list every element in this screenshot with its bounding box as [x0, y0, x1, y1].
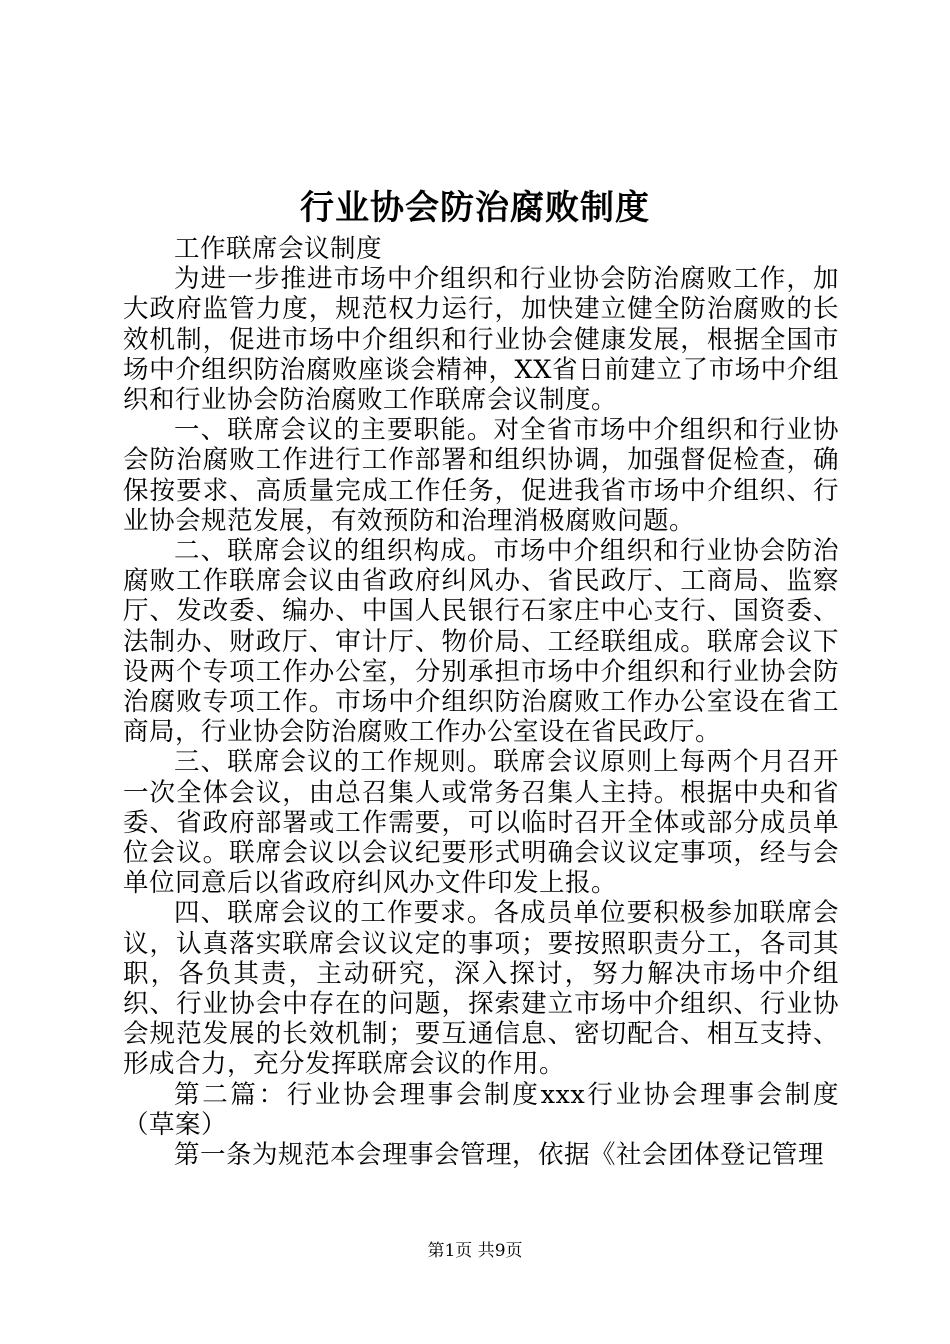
paragraph-second-chapter-heading: 第二篇：行业协会理事会制度xxx行业协会理事会制度（草案） — [123, 1079, 839, 1140]
paragraph-intro: 为进一步推进市场中介组织和行业协会防治腐败工作，加大政府监管力度，规范权力运行，加快建立健全防治腐败的长效机制，促进市场中介组织和行业协会健康发展，根据全国市场中介组织防治腐败座谈会精神，XX省日前建立了市场中介组织和行业协会防治腐败工作联席会议制度。 — [123, 264, 839, 416]
document-title: 行业协会防治腐败制度 — [300, 188, 650, 228]
paragraph-rules: 三、联席会议的工作规则。联席会议原则上每两个月召开一次全体会议，由总召集人或常务召集人主持。根据中央和省委、省政府部署或工作需要，可以临时召开全体或部分成员单位会议。联席会议以会议纪要形式明确会议议定事项，经与会单位同意后以省政府纠风办文件印发上报。 — [123, 747, 839, 899]
paragraph-requirements: 四、联席会议的工作要求。各成员单位要积极参加联席会议，认真落实联席会议议定的事项；要按照职责分工，各司其职，各负其责，主动研究，深入探讨，努力解决市场中介组织、行业协会中存在的问题，探索建立市场中介组织、行业协会规范发展的长效机制；要互通信息、密切配合、相互支持、形成合力，充分发挥联席会议的作用。 — [123, 898, 839, 1080]
paragraph-functions: 一、联席会议的主要职能。对全省市场中介组织和行业协会防治腐败工作进行工作部署和组织协调，加强督促检查，确保按要求、高质量完成工作任务，促进我省市场中介组织、行业协会规范发展，有效预防和治理消极腐败问题。 — [123, 415, 839, 536]
paragraph-composition: 二、联席会议的组织构成。市场中介组织和行业协会防治腐败工作联席会议由省政府纠风办、省民政厅、工商局、监察厅、发改委、编办、中国人民银行石家庄中心支行、国资委、法制办、财政厅、审计厅、物价局、工经联组成。联席会议下设两个专项工作办公室，分别承担市场中介组织和行业协会防治腐败专项工作。市场中介组织防治腐败工作办公室设在省工商局，行业协会防治腐败工作办公室设在省民政厅。 — [123, 536, 839, 748]
paragraph-section-heading: 工作联席会议制度 — [174, 234, 383, 264]
paragraph-article-one: 第一条为规范本会理事会管理，依据《社会团体登记管理 — [174, 1140, 825, 1171]
document-body — [123, 234, 839, 1170]
page-number-footer: 第1页 共9页 — [427, 1241, 523, 1261]
